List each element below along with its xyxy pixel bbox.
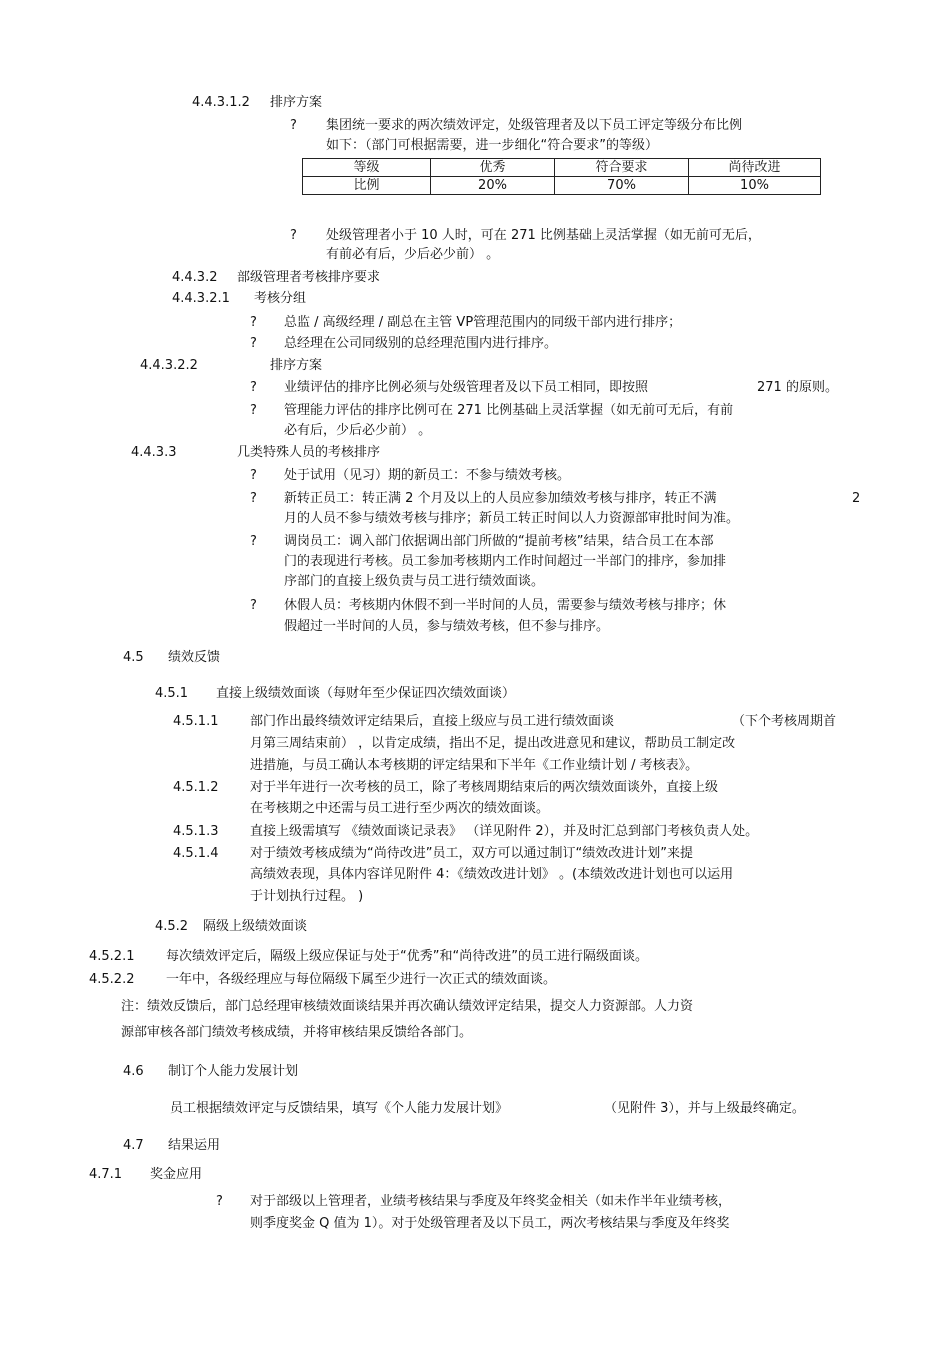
paragraph-number: 4.5.2.2 — [89, 972, 135, 987]
table-header-cell: 优秀 — [431, 159, 555, 177]
section-number: 4.4.3.2 — [172, 270, 218, 285]
section-title: 奖金应用 — [150, 1167, 203, 1182]
bullet-text: 假超过一半时间的人员，参与绩效考核，但不参与排序。 — [284, 619, 610, 634]
paragraph-text: 进措施，与员工确认本考核期的评定结果和下半年《工作业绩计划 / 考核表》。 — [250, 758, 699, 773]
bullet-text: 处于试用（见习）期的新员工：不参与绩效考核。 — [284, 468, 571, 483]
bullet-text: 有前必有后，少后必少前） 。 — [326, 247, 500, 262]
paragraph-text: 高绩效表现，具体内容详见附件 4：《绩效改进计划》 。(本绩效改进计划也可以运用 — [250, 867, 734, 882]
bullet-text: 总经理在公司同级别的总经理范围内进行排序。 — [284, 336, 558, 351]
bullet-text: 序部门的直接上级负责与员工进行绩效面谈。 — [284, 574, 545, 589]
section-title: 结果运用 — [168, 1138, 221, 1153]
paragraph-text: 部门作出最终绩效评定结果后，直接上级应与员工进行绩效面谈 — [250, 714, 615, 729]
bullet-mark: ? — [250, 534, 257, 549]
bullet-text: 门的表现进行考核。员工参加考核期内工作时间超过一半部门的排序，参加排 — [284, 554, 727, 569]
section-title: 隔级上级绩效面谈 — [203, 919, 308, 934]
paragraph-text: 于计划执行过程。 ) — [250, 889, 364, 904]
bullet-text: 集团统一要求的两次绩效评定，处级管理者及以下员工评定等级分布比例 — [326, 118, 743, 133]
section-title: 几类特殊人员的考核排序 — [237, 445, 381, 460]
bullet-mark: ? — [250, 491, 257, 506]
bullet-text: 必有后，少后必少前） 。 — [284, 423, 432, 438]
paragraph-text-tail: （下个考核周期首 — [732, 714, 837, 729]
note-text: 源部审核各部门绩效考核成绩，并将审核结果反馈给各部门。 — [121, 1025, 473, 1040]
bullet-mark: ? — [290, 118, 297, 133]
section-title: 直接上级绩效面谈（每财年至少保证四次绩效面谈） — [216, 686, 516, 701]
bullet-text: 月的人员不参与绩效考核与排序；新员工转正时间以人力资源部审批时间为准。 — [284, 511, 740, 526]
paragraph-number: 4.5.1.3 — [173, 824, 219, 839]
section-title: 绩效反馈 — [168, 650, 221, 665]
bullet-text-tail: 2 — [852, 491, 861, 506]
bullet-mark: ? — [250, 468, 257, 483]
section-number: 4.4.3.2.2 — [140, 358, 198, 373]
table-header-row — [303, 159, 821, 177]
bullet-mark: ? — [250, 315, 257, 330]
bullet-text: 休假人员：考核期内休假不到一半时间的人员，需要参与绩效考核与排序；休 — [284, 598, 727, 613]
paragraph-number: 4.5.2.1 — [89, 949, 135, 964]
section-title: 排序方案 — [270, 358, 323, 373]
note-text: 注：绩效反馈后，部门总经理审核绩效面谈结果并再次确认绩效评定结果，提交人力资源部。人力资 — [121, 999, 694, 1014]
table-header-cell: 尚待改进 — [689, 159, 821, 177]
bullet-text: 则季度奖金 Q 值为 1）。对于处级管理者及以下员工，两次考核结果与季度及年终奖 — [250, 1216, 730, 1231]
section-title: 排序方案 — [270, 95, 323, 110]
section-number: 4.5.1 — [155, 686, 189, 701]
table-row — [303, 177, 821, 195]
paragraph-text: 员工根据绩效评定与反馈结果，填写《个人能力发展计划》 — [170, 1101, 509, 1116]
section-number: 4.4.3.3 — [131, 445, 177, 460]
table-cell: 70% — [555, 177, 689, 195]
section-number: 4.7.1 — [89, 1167, 123, 1182]
table-header-cell: 符合要求 — [555, 159, 689, 177]
bullet-text: 业绩评估的排序比例必须与处级管理者及以下员工相同，即按照 — [284, 380, 649, 395]
table-cell: 20% — [431, 177, 555, 195]
section-number: 4.7 — [123, 1138, 144, 1153]
paragraph-text-tail: （见附件 3），并与上级最终确定。 — [604, 1101, 805, 1116]
section-number: 4.4.3.2.1 — [172, 291, 230, 306]
bullet-text: 总监 / 高级经理 / 副总在主管 VP管理范围内的同级干部内进行排序； — [284, 315, 682, 330]
bullet-text: 处级管理者小于 10 人时，可在 271 比例基础上灵活掌握（如无前可无后， — [326, 228, 761, 243]
bullet-mark: ? — [216, 1194, 223, 1209]
table-header-cell: 等级 — [303, 159, 431, 177]
paragraph-text: 对于半年进行一次考核的员工，除了考核周期结束后的两次绩效面谈外，直接上级 — [250, 780, 719, 795]
section-number: 4.6 — [123, 1064, 144, 1079]
paragraph-text: 在考核期之中还需与员工进行至少两次的绩效面谈。 — [250, 801, 550, 816]
section-title: 制订个人能力发展计划 — [168, 1064, 299, 1079]
bullet-text-tail: 271 的原则。 — [757, 380, 838, 395]
section-title: 考核分组 — [254, 291, 307, 306]
bullet-text: 新转正员工：转正满 2 个月及以上的人员应参加绩效考核与排序，转正不满 — [284, 491, 717, 506]
paragraph-text: 月第三周结束前） ，以肯定成绩，指出不足，提出改进意见和建议，帮助员工制定改 — [250, 736, 736, 751]
section-title: 部级管理者考核排序要求 — [237, 270, 381, 285]
table-cell: 比例 — [303, 177, 431, 195]
section-number: 4.5.2 — [155, 919, 189, 934]
paragraph-number: 4.5.1.1 — [173, 714, 219, 729]
section-number: 4.5 — [123, 650, 144, 665]
table-cell: 10% — [689, 177, 821, 195]
bullet-mark: ? — [250, 598, 257, 613]
paragraph-number: 4.5.1.2 — [173, 780, 219, 795]
bullet-text: 如下：（部门可根据需要，进一步细化“符合要求”的等级） — [326, 138, 658, 153]
bullet-text: 调岗员工：调入部门依据调出部门所做的“提前考核”结果，结合员工在本部 — [284, 534, 714, 549]
bullet-mark: ? — [290, 228, 297, 243]
paragraph-text: 每次绩效评定后，隔级上级应保证与处于“优秀”和“尚待改进”的员工进行隔级面谈。 — [166, 949, 648, 964]
bullet-mark: ? — [250, 403, 257, 418]
paragraph-text: 对于绩效考核成绩为“尚待改进”员工，双方可以通过制订“绩效改进计划”来提 — [250, 846, 693, 861]
paragraph-number: 4.5.1.4 — [173, 846, 219, 861]
paragraph-text: 直接上级需填写 《绩效面谈记录表》 （详见附件 2），并及时汇总到部门考核负责人处。 — [250, 824, 759, 839]
bullet-text: 管理能力评估的排序比例可在 271 比例基础上灵活掌握（如无前可无后，有前 — [284, 403, 734, 418]
bullet-mark: ? — [250, 380, 257, 395]
section-number: 4.4.3.1.2 — [192, 95, 250, 110]
bullet-text: 对于部级以上管理者，业绩考核结果与季度及年终奖金相关（如未作半年业绩考核， — [250, 1194, 732, 1209]
bullet-mark: ? — [250, 336, 257, 351]
paragraph-text: 一年中，各级经理应与每位隔级下属至少进行一次正式的绩效面谈。 — [166, 972, 557, 987]
ratio-table — [302, 158, 821, 195]
